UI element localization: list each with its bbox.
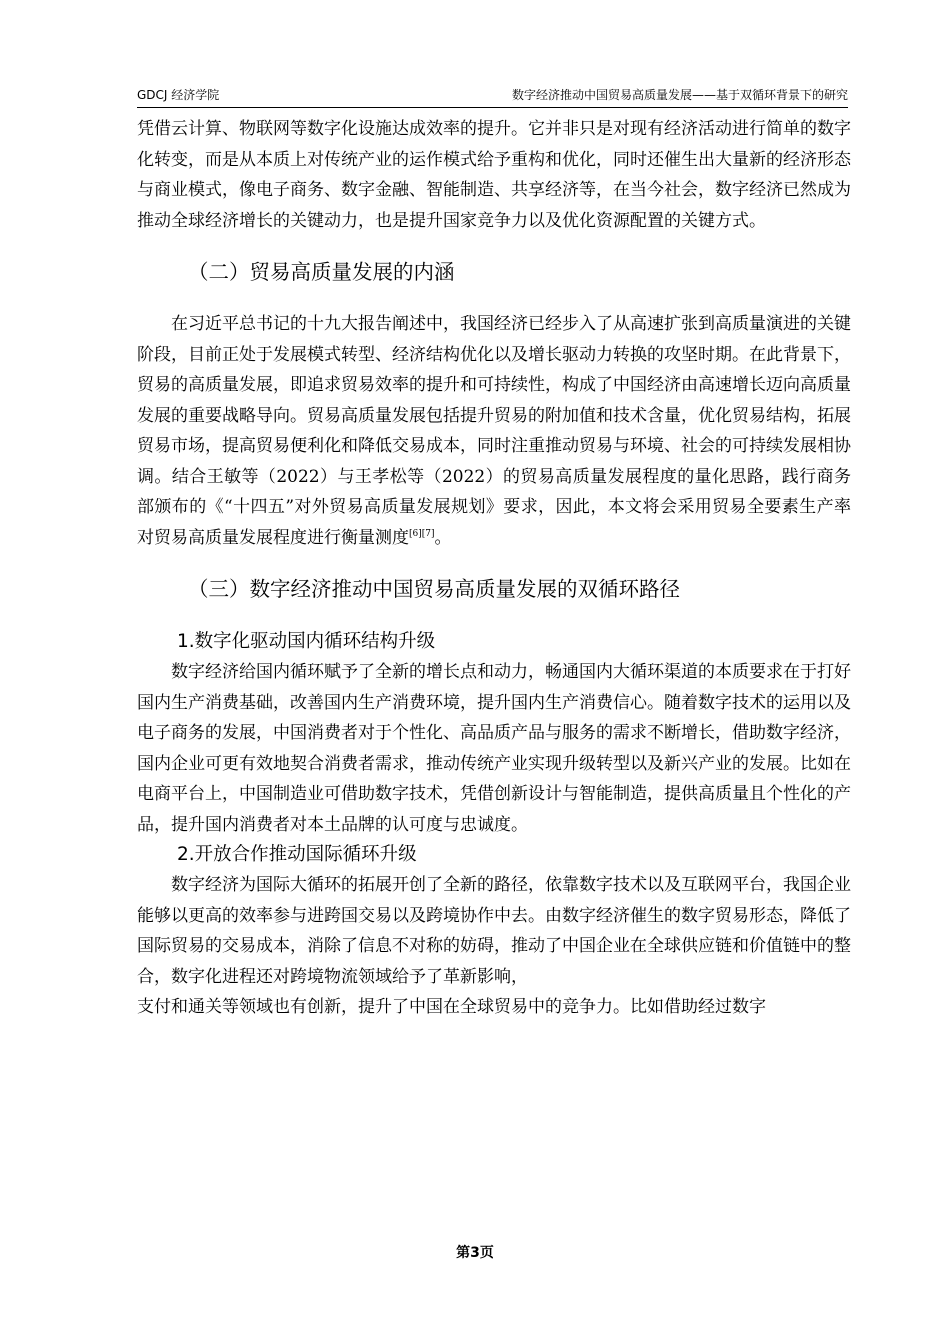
sub2-heading: 2.开放合作推动国际循环升级 <box>177 844 417 865</box>
header-institution: GDCJ 经济学院 <box>137 88 220 102</box>
running-header <box>137 86 848 104</box>
section2-paragraph <box>137 309 851 553</box>
sub2-paragraph: 数字经济为国际大循环的拓展开创了全新的路径，依靠数字技术以及互联网平台，我国企业能够以更高的效率参与进跨国交易以及跨境协作中去。由数字经济催生的数字贸易形态，降低了国际贸易的交易成本，消除了信息不对称的妨碍，推动了中国企业在全球供应链和价值链中的整合，数字化进程还对跨境物流领域给予了革新影响， <box>137 875 851 987</box>
sub2-continuation: 支付和通关等领域也有创新，提升了中国在全球贸易中的竞争力。比如借助经过数字 <box>137 997 766 1017</box>
body-text <box>137 114 851 1023</box>
intro-paragraph: 凭借云计算、物联网等数字化设施达成效率的提升。它并非只是对现有经济活动进行简单的数字化转变，而是从本质上对传统产业的运作模式给予重构和优化，同时还催生出大量新的经济形态与商业模式，像电子商务、数字金融、智能制造、共享经济等，在当今社会，数字经济已然成为推动全球经济增长的关键动力，也是提升国家竞争力以及优化资源配置的关键方式。 <box>137 119 851 231</box>
sub1-heading: 1.数字化驱动国内循环结构升级 <box>177 631 436 652</box>
header-divider <box>137 107 848 108</box>
section3-heading: （三）数字经济推动中国贸易高质量发展的双循环路径 <box>188 577 680 601</box>
section2-end: 。 <box>434 527 452 548</box>
page-number: 第3页 <box>456 1245 494 1261</box>
section2-text: 在习近平总书记的十九大报告阐述中，我国经济已经步入了从高速扩张到高质量演进的关键阶段，目前正处于发展模式转型、经济结构优化以及增长驱动力转换的攻坚时期。在此背景下，贸易的高质量发展，即追求贸易效率的提升和可持续性，构成了中国经济由高速增长迈向高质量发展的重要战略导向。贸易高质量发展包括提升贸易的附加值和技术含量，优化贸易结构，拓展贸易市场，提高贸易便利化和降低交易成本，同时注重推动贸易与环境、社会的可持续发展相协调。结合王敏等（2022）与王孝松等（2022）的贸易高质量发展程度的量化思路，践行商务部颁布的《“十四五”对外贸易高质量发展规划》要求，因此，本文将会采用贸易全要素生产率对贸易高质量发展程度进行衡量测度 <box>137 314 851 548</box>
header-title: 数字经济推动中国贸易高质量发展——基于双循环背景下的研究 <box>511 88 848 102</box>
citation-ref: [6][7] <box>409 528 435 539</box>
section2-heading: （二）贸易高质量发展的内涵 <box>188 260 455 284</box>
sub1-paragraph: 数字经济给国内循环赋予了全新的增长点和动力，畅通国内大循环渠道的本质要求在于打好国内生产消费基础，改善国内生产消费环境，提升国内生产消费信心。随着数字技术的运用以及电子商务的发展，中国消费者对于个性化、高品质产品与服务的需求不断增长，借助数字经济，国内企业可更有效地契合消费者需求，推动传统产业实现升级转型以及新兴产业的发展。比如在电商平台上，中国制造业可借助数字技术，凭借创新设计与智能制造，提供高质量且个性化的产品，提升国内消费者对本土品牌的认可度与忠诚度。 <box>137 662 851 835</box>
